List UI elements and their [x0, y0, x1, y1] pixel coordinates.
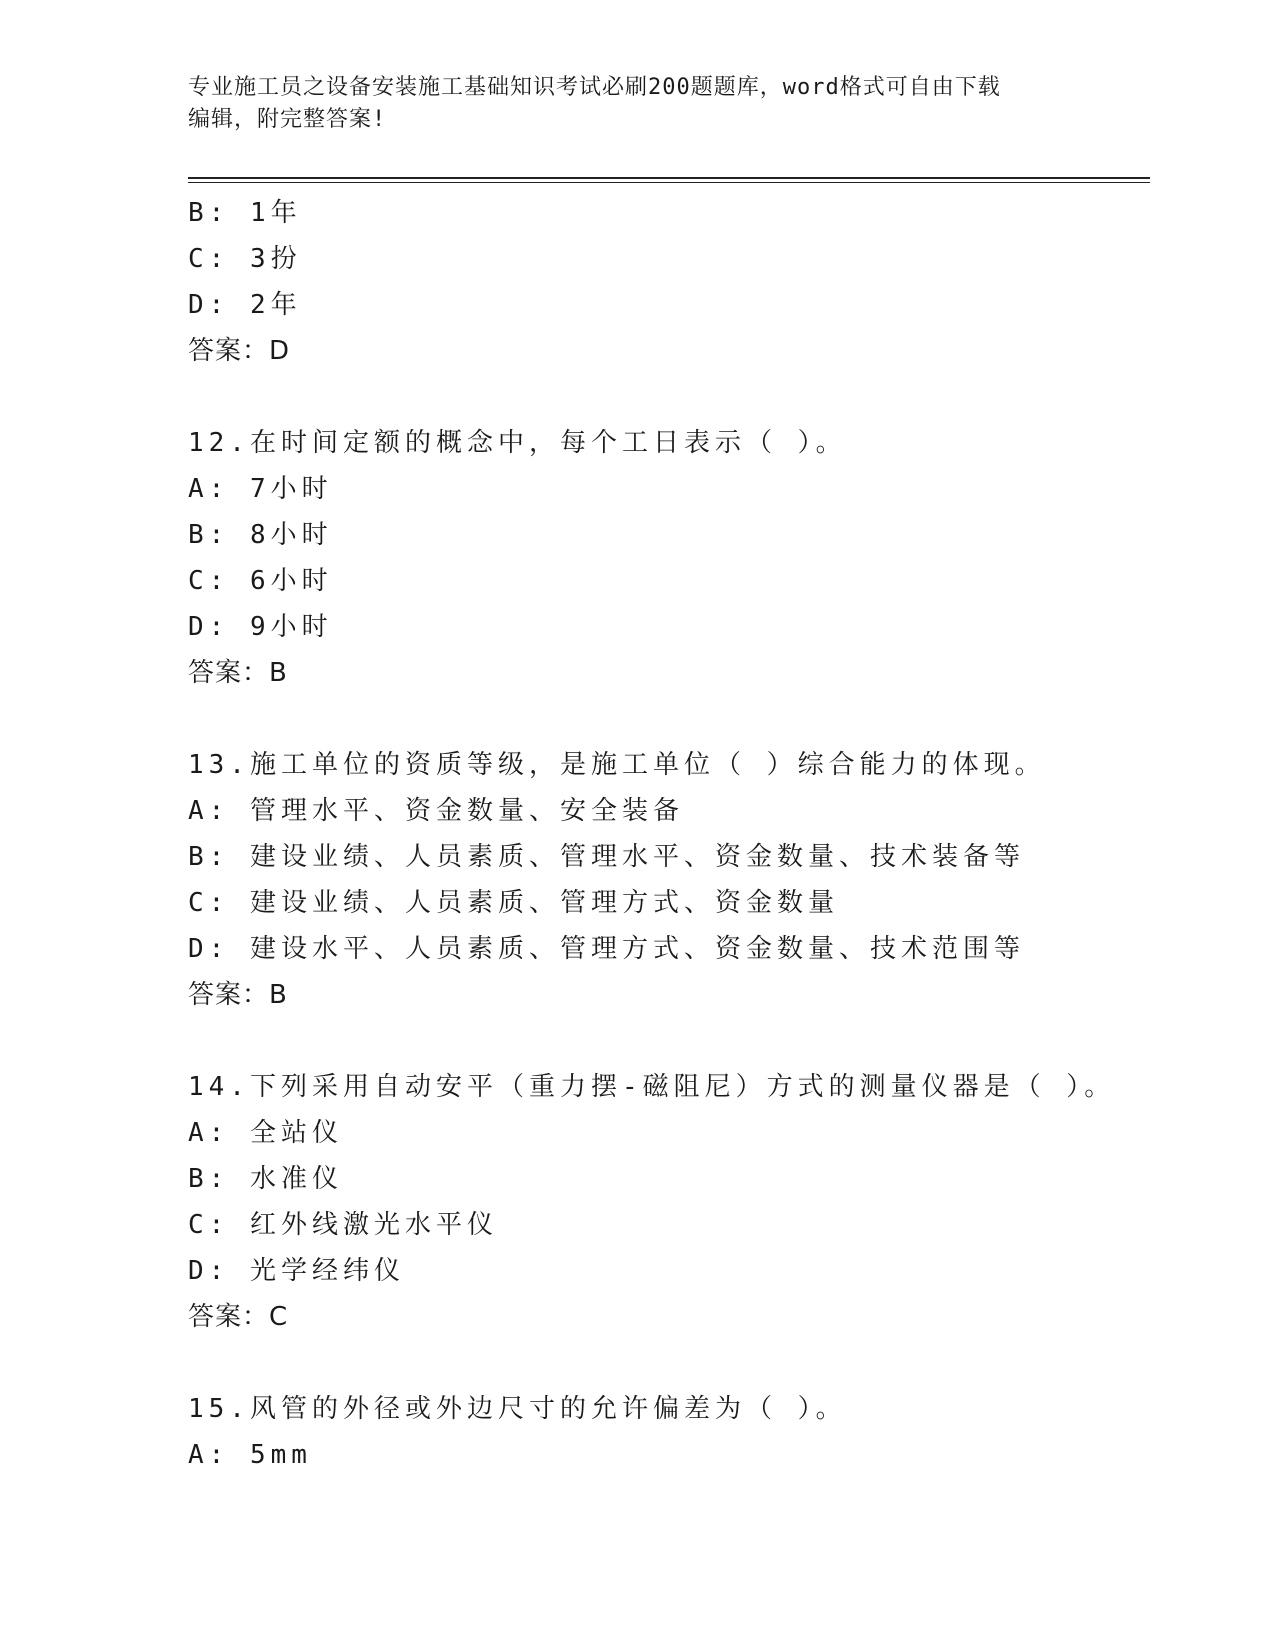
answer-text: 答案：D — [188, 336, 291, 366]
option-text: B: 建设业绩、人员素质、管理水平、资金数量、技术装备等 — [188, 842, 1025, 872]
option-text: A: 全站仪 — [188, 1118, 343, 1148]
option-text: C: 建设业绩、人员素质、管理方式、资金数量 — [188, 888, 839, 918]
question-text: 15.风管的外径或外边尺寸的允许偏差为（ ）。 — [188, 1394, 847, 1424]
header-divider — [188, 177, 1150, 183]
option-text: D: 光学经纬仪 — [188, 1256, 405, 1286]
question-text: 13.施工单位的资质等级，是施工单位（ ）综合能力的体现。 — [188, 750, 1046, 780]
header-title-line-2: 编辑，附完整答案! — [188, 107, 387, 132]
option-text: B: 1年 — [188, 198, 302, 228]
answer-text: 答案：B — [188, 658, 288, 688]
document-header — [188, 72, 1088, 136]
option-text: D: 2年 — [188, 290, 302, 320]
spacer — [188, 1018, 1148, 1064]
option-text: C: 3扮 — [188, 244, 302, 274]
question-text: 14.下列采用自动安平（重力摆-磁阻尼）方式的测量仪器是（ ）。 — [188, 1072, 1116, 1102]
spacer — [188, 696, 1148, 742]
option-text: A: 7小时 — [188, 474, 333, 504]
spacer — [188, 1340, 1148, 1386]
option-text: A: 5mm — [188, 1440, 312, 1470]
option-text: C: 6小时 — [188, 566, 333, 596]
option-text: D: 9小时 — [188, 612, 333, 642]
header-title-line-1: 专业施工员之设备安装施工基础知识考试必刷200题题库，word格式可自由下载 — [188, 75, 1001, 100]
question-text: 12.在时间定额的概念中，每个工日表示（ ）。 — [188, 428, 847, 458]
option-text: D: 建设水平、人员素质、管理方式、资金数量、技术范围等 — [188, 934, 1025, 964]
answer-text: 答案：B — [188, 980, 288, 1010]
answer-text: 答案：C — [188, 1302, 289, 1332]
option-text: A: 管理水平、资金数量、安全装备 — [188, 796, 684, 826]
option-text: B: 8小时 — [188, 520, 333, 550]
spacer — [188, 374, 1148, 420]
question-list — [188, 190, 1148, 1478]
option-text: B: 水准仪 — [188, 1164, 343, 1194]
option-text: C: 红外线激光水平仪 — [188, 1210, 498, 1240]
